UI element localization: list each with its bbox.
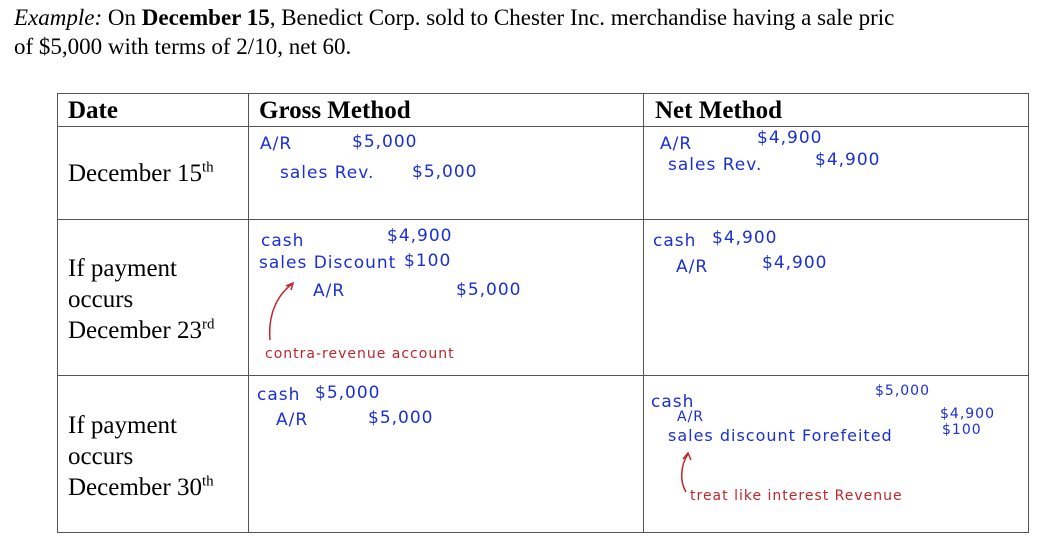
row3-date (68, 410, 214, 503)
header-divider (57, 126, 1029, 127)
r3-net-account-2: A/R (677, 409, 705, 425)
header-gross-method: Gross Method (259, 97, 411, 124)
r2-net-amount-2: $4,900 (762, 253, 828, 273)
table-border-right (1028, 93, 1029, 533)
r1-gross-amount-1: $5,000 (352, 132, 418, 152)
r1-gross-account-1: A/R (260, 134, 293, 154)
row3-date-line1: If payment (68, 412, 177, 439)
intro-text-line2: of $5,000 with terms of 2/10, net 60. (14, 34, 352, 59)
row2-date-line1: If payment (68, 255, 177, 282)
table-border-left (57, 93, 58, 533)
gross-note-arrow-icon (264, 280, 304, 350)
r2-gross-account-1: cash (261, 231, 305, 251)
row2-date-suffix: rd (201, 316, 215, 333)
row3-date-line2: occurs (68, 443, 134, 470)
r2-gross-amount-1: $4,900 (387, 226, 453, 246)
r2-gross-note: contra-revenue account (265, 346, 455, 362)
example-label: Example: (14, 5, 103, 30)
r1-net-amount-1: $4,900 (757, 128, 823, 148)
r3-gross-amount-2: $5,000 (368, 408, 434, 428)
row-divider-2 (57, 375, 1029, 376)
r2-gross-amount-2: $100 (404, 251, 452, 271)
r3-net-account-1: cash (651, 392, 695, 412)
r3-gross-amount-1: $5,000 (315, 383, 381, 403)
r1-net-account-1: A/R (660, 134, 693, 154)
r3-net-amount-1: $5,000 (875, 383, 930, 399)
header-date: Date (68, 97, 118, 124)
column-divider-2 (643, 93, 644, 533)
r3-gross-account-2: A/R (276, 410, 309, 430)
row-divider-1 (57, 219, 1029, 220)
r3-net-amount-3: $100 (942, 422, 982, 438)
row2-date-line2: occurs (68, 286, 134, 313)
table-border-bottom (57, 532, 1029, 533)
example-intro (14, 3, 1044, 61)
r1-net-account-2: sales Rev. (668, 155, 763, 175)
r3-net-amount-2: $4,900 (940, 406, 995, 422)
r1-gross-account-2: sales Rev. (280, 163, 375, 183)
intro-date: December 15 (141, 5, 270, 30)
intro-text-2: , Benedict Corp. sold to Chester Inc. merchandise having a sale pric (269, 5, 895, 30)
row2-date-line3: December 23 (68, 317, 202, 344)
r1-gross-amount-2: $5,000 (412, 162, 478, 182)
r2-net-account-1: cash (653, 231, 697, 251)
r1-net-amount-2: $4,900 (815, 150, 881, 170)
row1-date-text: December 15 (68, 160, 202, 187)
row3-date-line3: December 30 (68, 474, 202, 501)
row1-date (68, 159, 214, 189)
row1-date-suffix: th (201, 159, 214, 176)
r2-gross-amount-3: $5,000 (456, 280, 522, 300)
r3-net-note: treat like interest Revenue (690, 488, 903, 504)
r2-gross-account-3: A/R (313, 281, 346, 301)
r3-net-account-3: sales discount Forefeited (668, 426, 893, 445)
row2-date (68, 253, 214, 346)
header-net-method: Net Method (655, 97, 783, 124)
r2-net-account-2: A/R (676, 257, 709, 277)
r2-gross-account-2: sales Discount (259, 253, 397, 273)
table-border-top (57, 93, 1029, 94)
column-divider-1 (248, 93, 249, 533)
row3-date-suffix: th (201, 473, 214, 490)
r3-gross-account-1: cash (257, 385, 301, 405)
intro-text-1: On (102, 5, 142, 30)
r2-net-amount-1: $4,900 (712, 228, 778, 248)
